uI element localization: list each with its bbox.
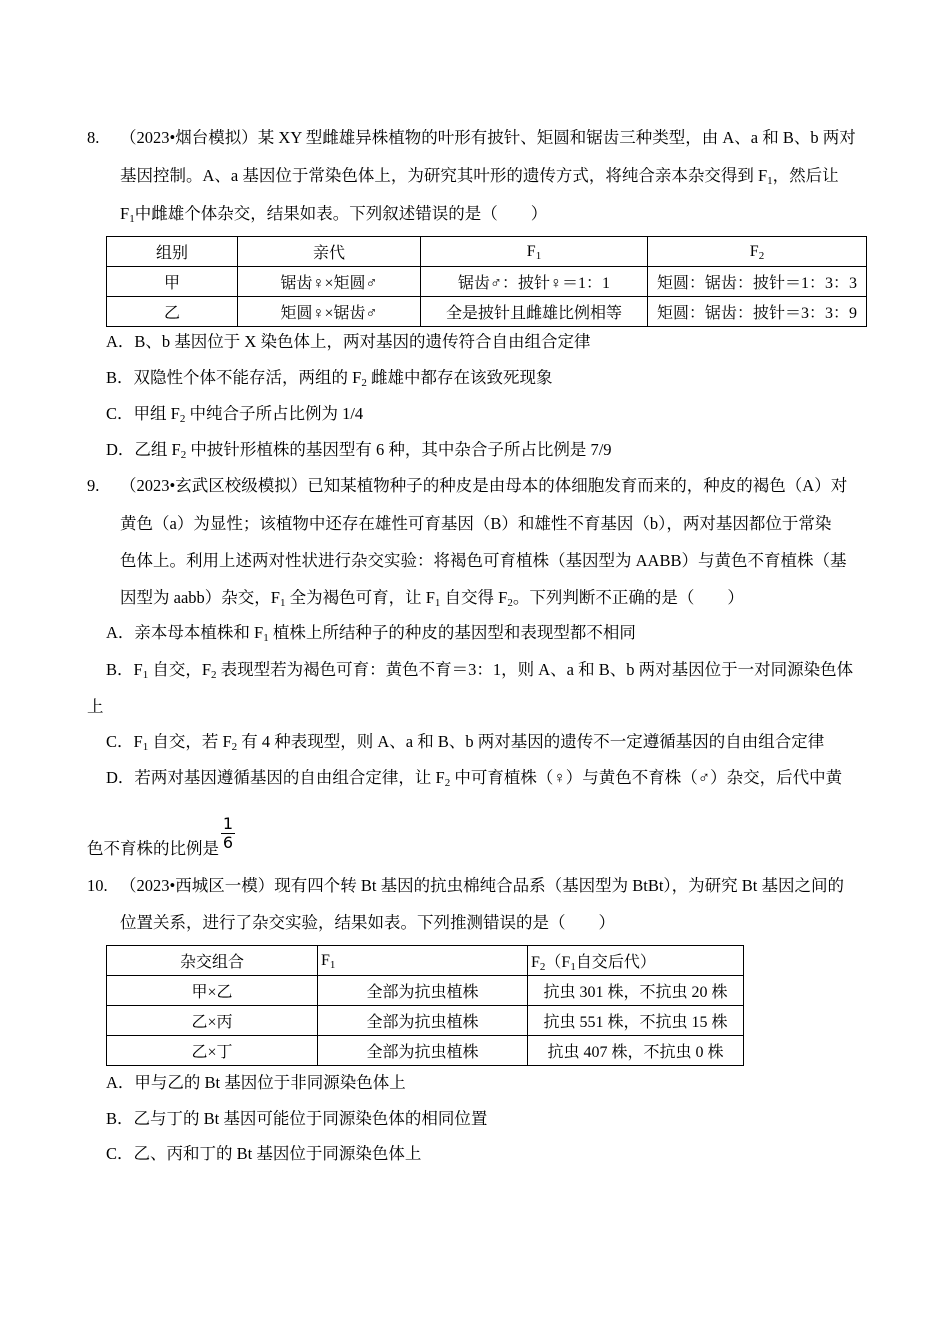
- q8-stem-line1: （2023•烟台模拟）某 XY 型雌雄异株植物的叶形有披针、矩圆和锯齿三种类型，由 A、a 和 B、b 两对: [120, 128, 856, 147]
- table-header-cell: $F_1$: [421, 237, 648, 267]
- table-header-cell: 亲代: [238, 237, 421, 267]
- table-header-row: [107, 237, 867, 267]
- table-header-cell: $F_2$: [648, 237, 867, 267]
- q9-stem-line3: 色体上。利用上述两对性状进行杂交实验：将褐色可育植株（基因型为 AABB）与黄色不育植株（基: [120, 551, 847, 570]
- table-cell: 矩圆：锯齿：披针＝1：3：3: [648, 267, 867, 297]
- table-row: [107, 1036, 744, 1066]
- q10-table: [106, 945, 744, 1066]
- q10-stem-line2: 位置关系，进行了杂交实验，结果如表。下列推测错误的是（ ）: [120, 913, 615, 932]
- table-row: [107, 297, 867, 327]
- table-header-row: [107, 946, 744, 976]
- q10-option-a: A．甲与乙的 Bt 基因位于非同源染色体上: [106, 1073, 406, 1092]
- table-header-cell: $F_1$: [318, 946, 528, 976]
- table-header-cell: 组别: [107, 237, 238, 267]
- table-cell: 乙×丁: [107, 1036, 318, 1066]
- table-cell: 全部为抗虫植株: [318, 976, 528, 1006]
- table-cell: 矩圆：锯齿：披针＝3：3：9: [648, 297, 867, 327]
- q9-option-d-wrap: 色不育株的比例是: [87, 839, 219, 858]
- table-cell: 全是披针且雌雄比例相等: [421, 297, 648, 327]
- table-cell: 矩圆♀×锯齿♂: [238, 297, 421, 327]
- q10-number: 10.: [87, 876, 108, 895]
- table-row: [107, 976, 744, 1006]
- q10-option-b: B．乙与丁的 Bt 基因可能位于同源染色体的相同位置: [106, 1109, 488, 1128]
- q9-option-c: C．$F_1$ 自交，若 $F_2$ 有 4 种表现型，则 A、a 和 B、b 两对基因的遗传不一定遵循基因的自由组合定律: [106, 732, 825, 753]
- table-cell: 全部为抗虫植株: [318, 1036, 528, 1066]
- q8-stem-line2: 基因控制。A、a 基因位于常染色体上，为研究其叶形的遗传方式，将纯合亲本杂交得到 $F_1$，然后让: [120, 166, 839, 187]
- table-cell: 抗虫 551 株，不抗虫 15 株: [528, 1006, 744, 1036]
- table-header-cell: $F_2(F_1$自交后代）: [528, 946, 744, 976]
- q8-option-b: B．双隐性个体不能存活，两组的 $F_2$ 雌雄中都存在该致死现象: [106, 368, 553, 389]
- q9-number: 9.: [87, 476, 100, 495]
- q9-option-b-wrap: 上: [87, 697, 104, 716]
- q10-option-c: C．乙、丙和丁的 Bt 基因位于同源染色体上: [106, 1144, 422, 1163]
- q8-number: 8.: [87, 128, 100, 147]
- q9-option-a: A．亲本母本植株和 $F_1$ 植株上所结种子的种皮的基因型和表现型都不相同: [106, 623, 636, 644]
- q9-stem-line4: 因型为 aabb）杂交，$F_1$ 全为褐色可育，让 $F_1$ 自交得 $F_2$。下列判断不正确的是（ ）: [120, 588, 744, 609]
- table-cell: 甲×乙: [107, 976, 318, 1006]
- q8-option-c: C．甲组 $F_2$ 中纯合子所占比例为 1/4: [106, 404, 364, 425]
- fraction-denominator: 6: [222, 833, 234, 852]
- table-cell: 甲: [107, 267, 238, 297]
- q8-stem-line3: $F_1$中雌雄个体杂交，结果如表。下列叙述错误的是（ ）: [120, 204, 548, 225]
- table-cell: 乙×丙: [107, 1006, 318, 1036]
- fraction-one-sixth: [221, 816, 235, 851]
- table-cell: 抗虫 407 株，不抗虫 0 株: [528, 1036, 744, 1066]
- table-row: [107, 267, 867, 297]
- q9-option-b: B．$F_1$ 自交，$F_2$ 表现型若为褐色可育：黄色不育＝3：1，则 A、a 和 B、b 两对基因位于一对同源染色体: [106, 660, 854, 681]
- q9-option-d: D．若两对基因遵循基因的自由组合定律，让 $F_2$ 中可育植株（♀）与黄色不育株（♂）杂交，后代中黄: [106, 768, 843, 789]
- q9-stem-line1: （2023•玄武区校级模拟）已知某植物种子的种皮是由母本的体细胞发育而来的，种皮的褐色（A）对: [120, 476, 848, 495]
- q10-stem-line1: （2023•西城区一模）现有四个转 Bt 基因的抗虫棉纯合品系（基因型为 BtBt），为研究 Bt 基因之间的: [120, 876, 845, 895]
- fraction-numerator: 1: [222, 814, 234, 833]
- q9-stem-line2: 黄色（a）为显性；该植物中还存在雄性可育基因（B）和雄性不育基因（b），两对基因都位于常染: [120, 514, 832, 533]
- q8-option-d: D．乙组 $F_2$ 中披针形植株的基因型有 6 种，其中杂合子所占比例是 7/9: [106, 440, 612, 461]
- table-row: [107, 1006, 744, 1036]
- q8-option-a: A．B、b 基因位于 X 染色体上，两对基因的遗传符合自由组合定律: [106, 332, 591, 351]
- q8-table: [106, 236, 867, 327]
- table-header-cell: 杂交组合: [107, 946, 318, 976]
- table-cell: 锯齿♀×矩圆♂: [238, 267, 421, 297]
- table-cell: 抗虫 301 株，不抗虫 20 株: [528, 976, 744, 1006]
- table-cell: 全部为抗虫植株: [318, 1006, 528, 1036]
- table-cell: 乙: [107, 297, 238, 327]
- table-cell: 锯齿♂：披针♀＝1：1: [421, 267, 648, 297]
